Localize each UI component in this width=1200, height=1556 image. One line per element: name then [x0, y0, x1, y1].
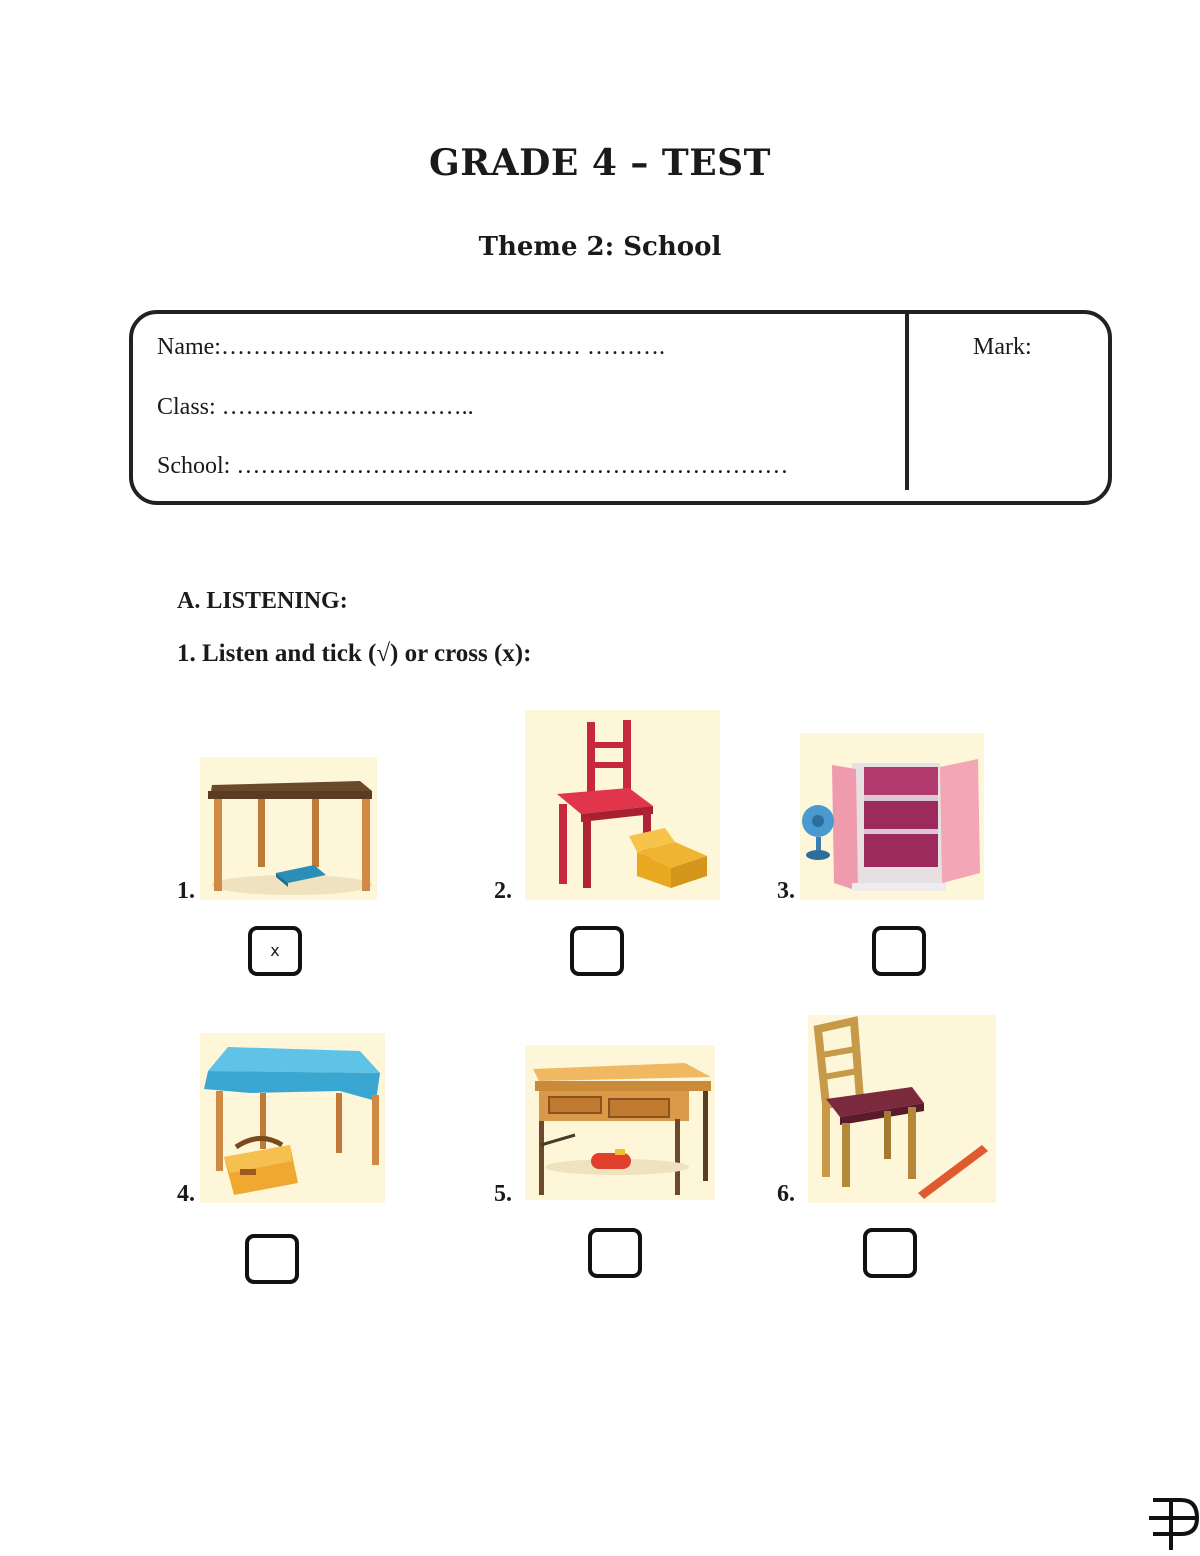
red-chair-with-box-image [525, 710, 720, 900]
school-field[interactable]: School: …………………………………………………………… [157, 453, 789, 479]
wooden-chair-with-ruler-image [808, 1015, 996, 1203]
student-info-box [129, 310, 1112, 505]
answer-box-2[interactable] [570, 926, 624, 976]
class-field[interactable]: Class: ………………………….. [157, 394, 474, 420]
item-number: 3. [777, 878, 795, 904]
publisher-logo [1145, 1492, 1200, 1552]
info-divider [905, 314, 909, 490]
desk-with-pencil-case-image [525, 1045, 715, 1200]
item-number: 5. [494, 1181, 512, 1207]
table-with-book-image [200, 757, 377, 900]
blue-table-with-bag-image [200, 1033, 385, 1203]
page-title: GRADE 4 – TEST [429, 142, 771, 184]
name-field[interactable]: Name:……………………………………… ………. [157, 334, 665, 360]
item-number: 2. [494, 878, 512, 904]
answer-box-1[interactable]: x [248, 926, 302, 976]
pink-cupboard-with-fan-image [800, 733, 984, 900]
item-number: 4. [177, 1181, 195, 1207]
answer-box-5[interactable] [588, 1228, 642, 1278]
item-number: 1. [177, 878, 195, 904]
page-subtitle: Theme 2: School [478, 232, 722, 262]
mark-label: Mark: [973, 334, 1032, 360]
answer-box-4[interactable] [245, 1234, 299, 1284]
answer-box-6[interactable] [863, 1228, 917, 1278]
exercise-instruction: 1. Listen and tick (√) or cross (x): [177, 640, 532, 667]
answer-box-3[interactable] [872, 926, 926, 976]
section-heading: A. LISTENING: [177, 588, 348, 614]
item-number: 6. [777, 1181, 795, 1207]
